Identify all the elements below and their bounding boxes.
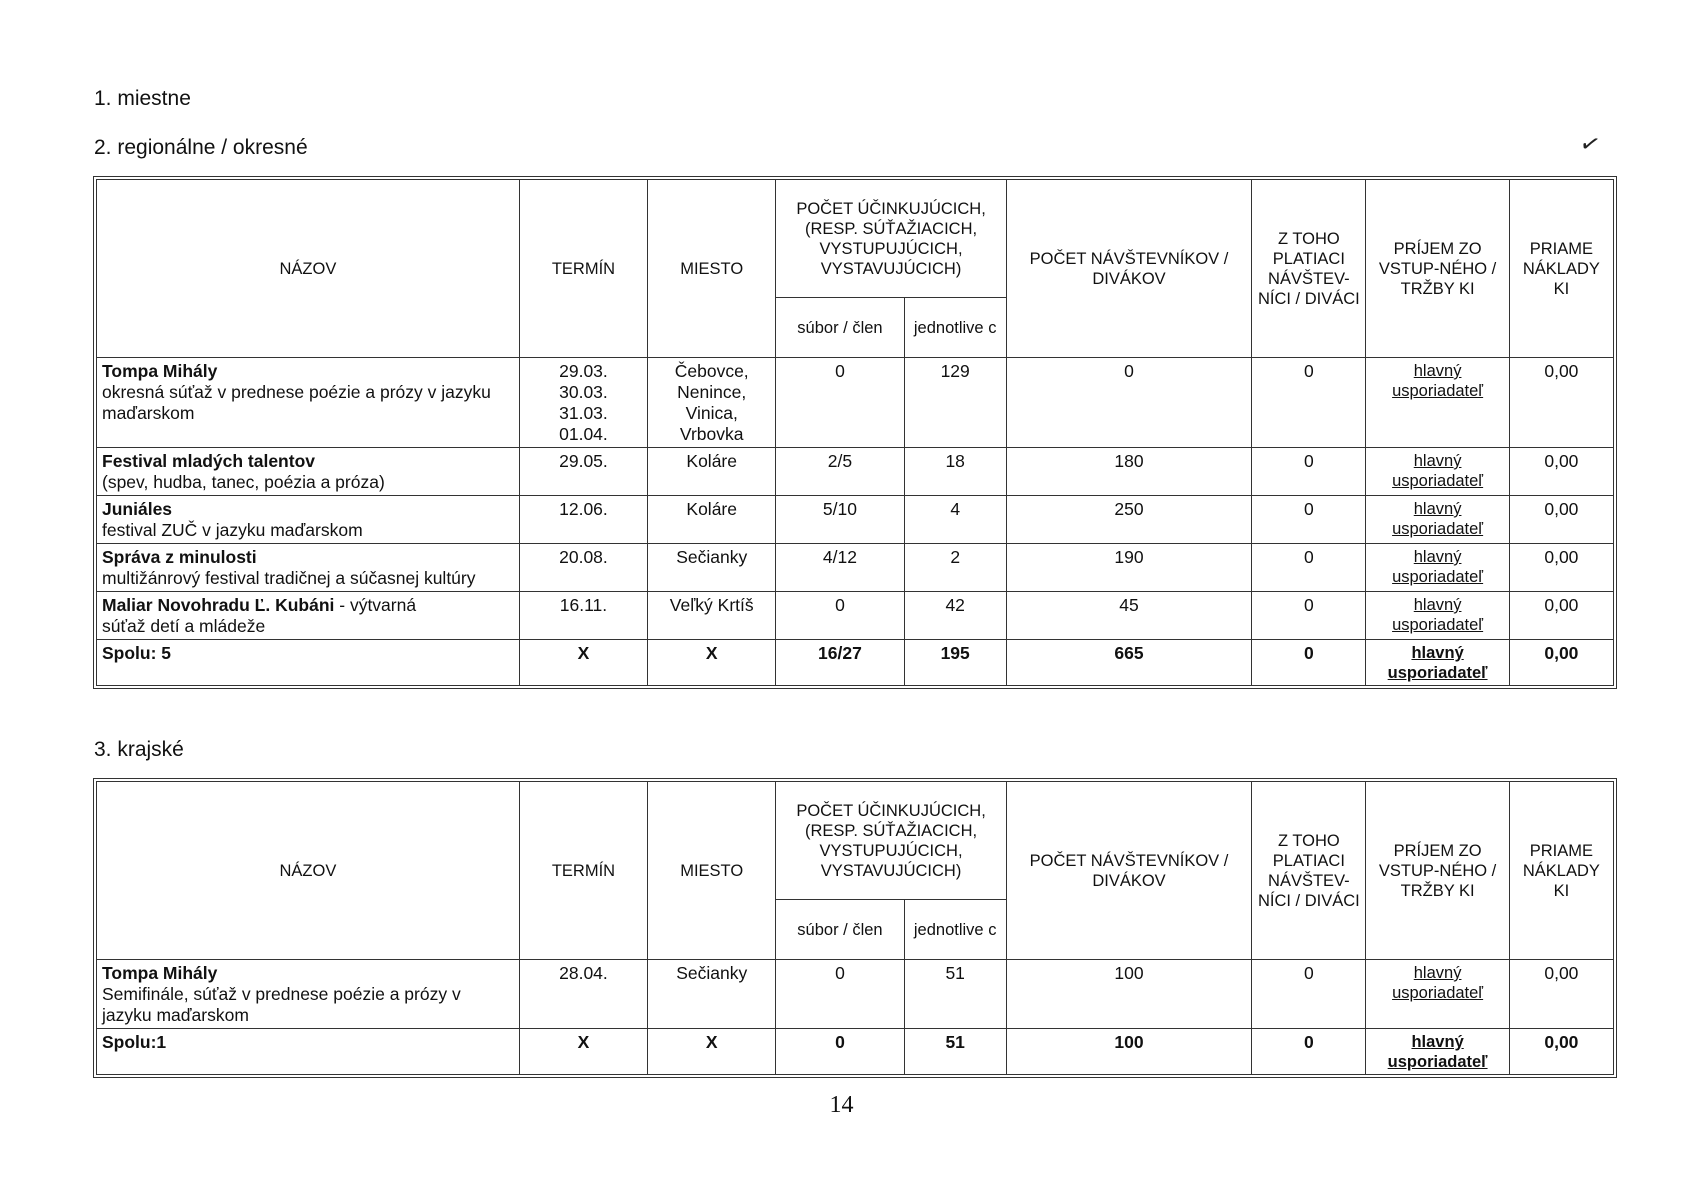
event-date: 29.03. [559,361,608,381]
cell-naklady: 0,00 [1509,358,1613,448]
total-termin: X [519,1029,647,1075]
cell-navstevnikov: 250 [1006,496,1251,544]
cell-navstevnikov: 45 [1006,592,1251,640]
cell-prijem: hlavný usporiadateľ [1366,448,1509,496]
col-platiaci: Z TOHO PLATIACI NÁVŠTEV-NÍCI / DIVÁCI [1252,782,1366,960]
cell-prijem: hlavný usporiadateľ [1366,358,1509,448]
cell-navstevnikov: 0 [1006,358,1251,448]
event-desc: súťaž detí a mládeže [102,616,266,636]
total-navstevnikov: 665 [1006,640,1251,686]
event-date: 12.06. [519,496,647,544]
cell-jednotlivec: 4 [904,496,1006,544]
cell-navstevnikov: 100 [1006,960,1251,1029]
total-row [97,1029,1614,1075]
total-subor: 0 [776,1029,904,1075]
cell-naklady: 0,00 [1509,496,1613,544]
cell-jednotlivec: 42 [904,592,1006,640]
table-row [97,592,1614,640]
heading-regional: 2. regionálne / okresné [94,136,308,159]
total-prijem: hlavný usporiadateľ [1366,1029,1509,1075]
cell-jednotlivec: 18 [904,448,1006,496]
cell-platiaci: 0 [1252,496,1366,544]
event-date: 28.04. [519,960,647,1029]
event-place: Koláre [648,448,776,496]
cell-navstevnikov: 190 [1006,544,1251,592]
event-place: Nenince, [677,382,747,402]
event-title: Tompa Mihály [102,361,218,381]
cell-naklady: 0,00 [1509,448,1613,496]
total-jednotlivec: 195 [904,640,1006,686]
total-platiaci: 0 [1252,1029,1366,1075]
cell-jednotlivec: 2 [904,544,1006,592]
col-termin: TERMÍN [519,782,647,960]
county-table [93,778,1617,1078]
col-jednotlivec: jednotlive c [904,298,1006,358]
event-title: Správa z minulosti [102,547,257,567]
col-jednotlivec: jednotlive c [904,900,1006,960]
col-subor-clen: súbor / člen [776,298,904,358]
cell-subor: 5/10 [776,496,904,544]
cell-prijem: hlavný usporiadateľ [1366,960,1509,1029]
cell-subor: 0 [776,960,904,1029]
col-naklady: PRIAME NÁKLADY KI [1509,782,1613,960]
event-place: Čebovce, [674,361,749,381]
cell-naklady: 0,00 [1509,592,1613,640]
heading-local: 1. miestne [94,87,191,110]
col-prijem: PRÍJEM ZO VSTUP-NÉHO / TRŽBY KI [1366,180,1509,358]
heading-county: 3. krajské [94,738,184,761]
page-number: 14 [829,1092,854,1118]
event-date: 20.08. [519,544,647,592]
total-naklady: 0,00 [1509,640,1613,686]
total-platiaci: 0 [1252,640,1366,686]
col-pocet-ucinkujucich: POČET ÚČINKUJÚCICH, (RESP. SÚŤAŽIACICH, VYSTUPUJÚCICH, VYSTAVUJÚCICH) [776,782,1006,900]
col-platiaci: Z TOHO PLATIACI NÁVŠTEV-NÍCI / DIVÁCI [1252,180,1366,358]
table-row [97,960,1614,1029]
cell-platiaci: 0 [1252,592,1366,640]
event-desc: (spev, hudba, tanec, poézia a próza) [102,472,385,492]
event-desc: multižánrový festival tradičnej a súčasnej kultúry [102,568,476,588]
col-subor-clen: súbor / člen [776,900,904,960]
cell-navstevnikov: 180 [1006,448,1251,496]
cell-platiaci: 0 [1252,544,1366,592]
event-desc: Semifinále, súťaž v prednese poézie a prózy v jazyku maďarskom [102,984,461,1025]
total-label: Spolu: 5 [97,640,520,686]
table-row [97,496,1614,544]
col-nazov: NÁZOV [97,180,520,358]
cell-platiaci: 0 [1252,358,1366,448]
event-date: 16.11. [519,592,647,640]
total-naklady: 0,00 [1509,1029,1613,1075]
table-row [97,448,1614,496]
cell-subor: 0 [776,358,904,448]
table-row [97,544,1614,592]
check-mark: ✓ [1576,128,1604,161]
cell-jednotlivec: 51 [904,960,1006,1029]
total-termin: X [519,640,647,686]
cell-naklady: 0,00 [1509,960,1613,1029]
event-title: Festival mladých talentov [102,451,315,471]
cell-subor: 0 [776,592,904,640]
event-place: Vrbovka [679,424,744,444]
col-miesto: MIESTO [648,180,776,358]
event-title: Juniáles [102,499,173,519]
event-date: 30.03. [559,382,608,402]
total-miesto: X [648,640,776,686]
cell-platiaci: 0 [1252,960,1366,1029]
col-naklady: PRIAME NÁKLADY KI [1509,180,1613,358]
col-pocet-ucinkujucich: POČET ÚČINKUJÚCICH, (RESP. SÚŤAŽIACICH, VYSTUPUJÚCICH, VYSTAVUJÚCICH) [776,180,1006,298]
col-navstevnikov: POČET NÁVŠTEVNÍKOV / DIVÁKOV [1006,782,1251,960]
event-title: Tompa Mihály [102,963,218,983]
col-miesto: MIESTO [648,782,776,960]
event-place: Veľký Krtíš [648,592,776,640]
col-nazov: NÁZOV [97,782,520,960]
event-title-suffix: - výtvarná [334,595,417,615]
cell-prijem: hlavný usporiadateľ [1366,544,1509,592]
cell-prijem: hlavný usporiadateľ [1366,496,1509,544]
cell-subor: 4/12 [776,544,904,592]
event-date: 01.04. [559,424,608,444]
total-prijem: hlavný usporiadateľ [1366,640,1509,686]
event-desc: festival ZUČ v jazyku maďarskom [102,520,363,540]
col-navstevnikov: POČET NÁVŠTEVNÍKOV / DIVÁKOV [1006,180,1251,358]
cell-platiaci: 0 [1252,448,1366,496]
total-subor: 16/27 [776,640,904,686]
cell-prijem: hlavný usporiadateľ [1366,592,1509,640]
event-title: Maliar Novohradu Ľ. Kubáni [102,595,335,615]
total-jednotlivec: 51 [904,1029,1006,1075]
event-date: 29.05. [519,448,647,496]
total-label: Spolu:1 [97,1029,520,1075]
cell-jednotlivec: 129 [904,358,1006,448]
event-date: 31.03. [559,403,608,423]
cell-naklady: 0,00 [1509,544,1613,592]
event-desc: okresná súťaž v prednese poézie a prózy v jazyku maďarskom [102,382,491,423]
event-place: Sečianky [648,960,776,1029]
total-miesto: X [648,1029,776,1075]
event-place: Koláre [648,496,776,544]
col-termin: TERMÍN [519,180,647,358]
total-navstevnikov: 100 [1006,1029,1251,1075]
event-place: Sečianky [648,544,776,592]
cell-subor: 2/5 [776,448,904,496]
table-row [97,358,1614,448]
event-place: Vinica, [685,403,738,423]
regional-table [93,176,1617,689]
col-prijem: PRÍJEM ZO VSTUP-NÉHO / TRŽBY KI [1366,782,1509,960]
total-row [97,640,1614,686]
